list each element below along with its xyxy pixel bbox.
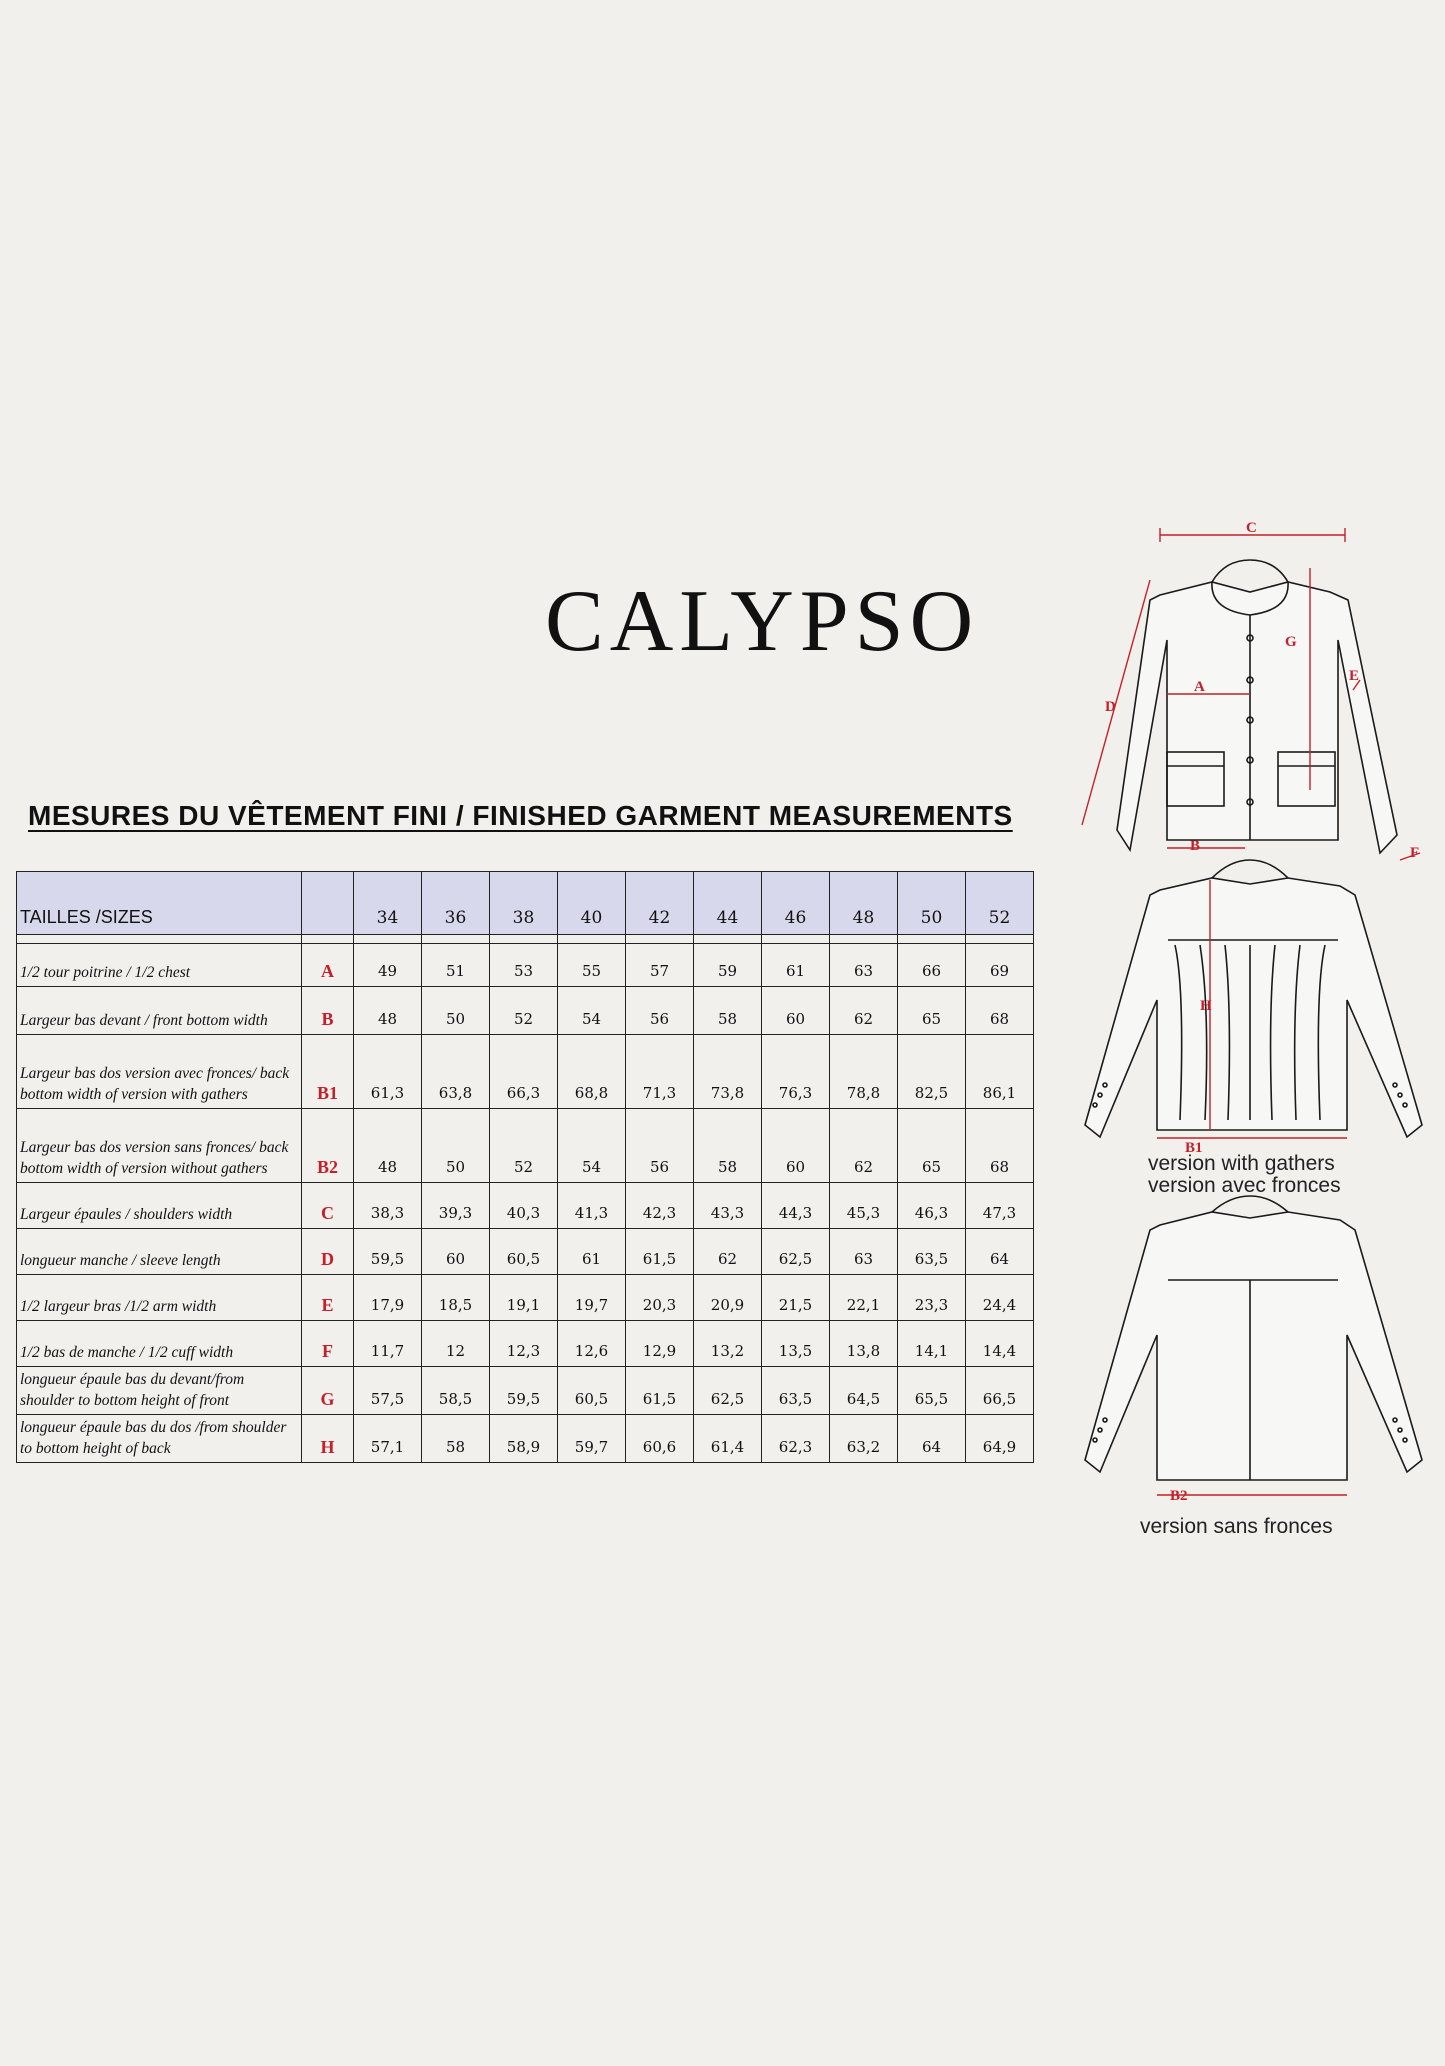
size-header: 44 bbox=[694, 872, 762, 935]
measurement-value: 12 bbox=[422, 1321, 490, 1367]
size-header: 48 bbox=[830, 872, 898, 935]
row-code: E bbox=[302, 1275, 354, 1321]
measurement-value: 61 bbox=[558, 1229, 626, 1275]
measurement-value: 13,8 bbox=[830, 1321, 898, 1367]
measurement-value: 12,3 bbox=[490, 1321, 558, 1367]
measurement-value: 56 bbox=[626, 987, 694, 1035]
table-row bbox=[17, 1321, 1034, 1367]
measurement-value: 19,1 bbox=[490, 1275, 558, 1321]
dim-label-d: D bbox=[1105, 699, 1116, 715]
measurement-value: 59,7 bbox=[558, 1415, 626, 1463]
measurement-value: 60,5 bbox=[490, 1229, 558, 1275]
measurement-value: 64,5 bbox=[830, 1367, 898, 1415]
row-code: B2 bbox=[302, 1109, 354, 1183]
measurement-value: 54 bbox=[558, 1109, 626, 1183]
measurement-value: 22,1 bbox=[830, 1275, 898, 1321]
row-code: F bbox=[302, 1321, 354, 1367]
table-row bbox=[17, 1109, 1034, 1183]
measurement-value: 43,3 bbox=[694, 1183, 762, 1229]
measurement-value: 57 bbox=[626, 944, 694, 987]
measurement-value: 24,4 bbox=[966, 1275, 1034, 1321]
measurement-value: 20,9 bbox=[694, 1275, 762, 1321]
size-header: 46 bbox=[762, 872, 830, 935]
garment-diagrams bbox=[1060, 520, 1440, 1560]
row-label: 1/2 largeur bras /1/2 arm width bbox=[17, 1275, 302, 1321]
measurement-value: 23,3 bbox=[898, 1275, 966, 1321]
row-label: longueur épaule bas du dos /from shoulder to bottom height of back bbox=[17, 1415, 302, 1463]
measurement-value: 66 bbox=[898, 944, 966, 987]
measurement-value: 48 bbox=[354, 1109, 422, 1183]
measurement-value: 62 bbox=[694, 1229, 762, 1275]
measurement-value: 58 bbox=[694, 987, 762, 1035]
measurement-value: 20,3 bbox=[626, 1275, 694, 1321]
table-body bbox=[17, 935, 1034, 1463]
row-code: D bbox=[302, 1229, 354, 1275]
measurement-value: 61,5 bbox=[626, 1367, 694, 1415]
measurement-value: 60 bbox=[762, 987, 830, 1035]
back-gathers-jacket-drawing bbox=[1085, 860, 1422, 1137]
size-header: 42 bbox=[626, 872, 694, 935]
measurement-value: 86,1 bbox=[966, 1035, 1034, 1109]
measurement-value: 58 bbox=[694, 1109, 762, 1183]
measurement-value: 11,7 bbox=[354, 1321, 422, 1367]
dim-label-e: E bbox=[1349, 668, 1360, 684]
measurement-value: 68 bbox=[966, 1109, 1034, 1183]
measurement-value: 62,5 bbox=[762, 1229, 830, 1275]
row-label: Largeur bas dos version sans fronces/ back bottom width of version without gathers bbox=[17, 1109, 302, 1183]
measurement-value: 62,5 bbox=[694, 1367, 762, 1415]
measurement-value: 68 bbox=[966, 987, 1034, 1035]
size-header: 36 bbox=[422, 872, 490, 935]
dim-label-g: G bbox=[1285, 634, 1297, 650]
dim-label-b2: B2 bbox=[1170, 1488, 1188, 1504]
measurement-value: 63,8 bbox=[422, 1035, 490, 1109]
measurement-value: 52 bbox=[490, 987, 558, 1035]
measurement-value: 63,2 bbox=[830, 1415, 898, 1463]
table-header-row bbox=[17, 872, 1034, 935]
dim-label-a: A bbox=[1194, 679, 1205, 695]
measurement-value: 56 bbox=[626, 1109, 694, 1183]
row-code: C bbox=[302, 1183, 354, 1229]
measurement-value: 50 bbox=[422, 987, 490, 1035]
measurement-value: 58,9 bbox=[490, 1415, 558, 1463]
table-row bbox=[17, 1275, 1034, 1321]
measurement-value: 63,5 bbox=[762, 1367, 830, 1415]
dim-label-f: F bbox=[1410, 845, 1420, 861]
size-header: 50 bbox=[898, 872, 966, 935]
measurement-value: 58,5 bbox=[422, 1367, 490, 1415]
caption-gathers-fr: version avec fronces bbox=[1148, 1174, 1341, 1197]
measurement-value: 52 bbox=[490, 1109, 558, 1183]
measurement-value: 13,5 bbox=[762, 1321, 830, 1367]
measurement-value: 65 bbox=[898, 987, 966, 1035]
measurement-value: 14,4 bbox=[966, 1321, 1034, 1367]
size-header: 34 bbox=[354, 872, 422, 935]
table-row bbox=[17, 944, 1034, 987]
measurement-value: 55 bbox=[558, 944, 626, 987]
measurement-value: 64,9 bbox=[966, 1415, 1034, 1463]
measurement-value: 82,5 bbox=[898, 1035, 966, 1109]
measurement-value: 66,3 bbox=[490, 1035, 558, 1109]
measurement-value: 42,3 bbox=[626, 1183, 694, 1229]
measurement-value: 60 bbox=[422, 1229, 490, 1275]
measurement-value: 44,3 bbox=[762, 1183, 830, 1229]
measurement-value: 65,5 bbox=[898, 1367, 966, 1415]
measurement-value: 21,5 bbox=[762, 1275, 830, 1321]
row-label: Largeur bas devant / front bottom width bbox=[17, 987, 302, 1035]
measurement-value: 45,3 bbox=[830, 1183, 898, 1229]
measurement-value: 12,6 bbox=[558, 1321, 626, 1367]
measurement-value: 65 bbox=[898, 1109, 966, 1183]
measurement-value: 19,7 bbox=[558, 1275, 626, 1321]
measurement-value: 61 bbox=[762, 944, 830, 987]
measurement-value: 51 bbox=[422, 944, 490, 987]
measurement-value: 57,5 bbox=[354, 1367, 422, 1415]
row-code: B bbox=[302, 987, 354, 1035]
measurement-value: 47,3 bbox=[966, 1183, 1034, 1229]
measurement-value: 57,1 bbox=[354, 1415, 422, 1463]
table-row bbox=[17, 1229, 1034, 1275]
measurement-value: 62 bbox=[830, 1109, 898, 1183]
measurement-value: 54 bbox=[558, 987, 626, 1035]
size-header: 38 bbox=[490, 872, 558, 935]
measurement-value: 60 bbox=[762, 1109, 830, 1183]
measurement-value: 12,9 bbox=[626, 1321, 694, 1367]
table-row bbox=[17, 1415, 1034, 1463]
measurement-value: 68,8 bbox=[558, 1035, 626, 1109]
measurement-value: 53 bbox=[490, 944, 558, 987]
page-title: CALYPSO bbox=[545, 573, 980, 670]
measurement-value: 78,8 bbox=[830, 1035, 898, 1109]
measurement-value: 62 bbox=[830, 987, 898, 1035]
table-row bbox=[17, 1035, 1034, 1109]
row-label: longueur épaule bas du devant/from shoulder to bottom height of front bbox=[17, 1367, 302, 1415]
measurement-value: 64 bbox=[898, 1415, 966, 1463]
measurement-value: 61,5 bbox=[626, 1229, 694, 1275]
measurement-value: 41,3 bbox=[558, 1183, 626, 1229]
measurement-value: 49 bbox=[354, 944, 422, 987]
measurement-value: 64 bbox=[966, 1229, 1034, 1275]
measurement-table bbox=[16, 871, 1034, 1463]
measurement-value: 13,2 bbox=[694, 1321, 762, 1367]
row-label: longueur manche / sleeve length bbox=[17, 1229, 302, 1275]
measurement-value: 14,1 bbox=[898, 1321, 966, 1367]
table-row bbox=[17, 1367, 1034, 1415]
back-plain-jacket-drawing bbox=[1085, 1196, 1422, 1480]
row-code: H bbox=[302, 1415, 354, 1463]
measurement-value: 71,3 bbox=[626, 1035, 694, 1109]
measurement-value: 59,5 bbox=[490, 1367, 558, 1415]
dim-label-c: C bbox=[1246, 520, 1257, 536]
dim-label-h: H bbox=[1200, 998, 1212, 1014]
measurement-value: 59 bbox=[694, 944, 762, 987]
measurement-value: 38,3 bbox=[354, 1183, 422, 1229]
measurement-value: 40,3 bbox=[490, 1183, 558, 1229]
table-row bbox=[17, 987, 1034, 1035]
row-code: B1 bbox=[302, 1035, 354, 1109]
caption-gathers-en: version with gathers bbox=[1148, 1152, 1335, 1175]
size-header: 52 bbox=[966, 872, 1034, 935]
row-label: 1/2 bas de manche / 1/2 cuff width bbox=[17, 1321, 302, 1367]
measurement-value: 59,5 bbox=[354, 1229, 422, 1275]
table-row bbox=[17, 1183, 1034, 1229]
measurement-value: 60,6 bbox=[626, 1415, 694, 1463]
measurement-value: 73,8 bbox=[694, 1035, 762, 1109]
measurement-value: 61,3 bbox=[354, 1035, 422, 1109]
front-jacket-drawing bbox=[1117, 560, 1397, 853]
size-header: 40 bbox=[558, 872, 626, 935]
measurement-value: 48 bbox=[354, 987, 422, 1035]
measurement-value: 58 bbox=[422, 1415, 490, 1463]
dim-label-b1: B1 bbox=[1185, 1140, 1203, 1156]
measurement-value: 39,3 bbox=[422, 1183, 490, 1229]
measurement-value: 18,5 bbox=[422, 1275, 490, 1321]
measurement-value: 60,5 bbox=[558, 1367, 626, 1415]
row-label: Largeur épaules / shoulders width bbox=[17, 1183, 302, 1229]
measurement-value: 61,4 bbox=[694, 1415, 762, 1463]
measurement-value: 69 bbox=[966, 944, 1034, 987]
measurement-value: 76,3 bbox=[762, 1035, 830, 1109]
dim-label-b: B bbox=[1190, 838, 1201, 854]
row-code: G bbox=[302, 1367, 354, 1415]
measurement-value: 63 bbox=[830, 1229, 898, 1275]
sizes-header: TAILLES /SIZES bbox=[17, 872, 302, 935]
section-heading: MESURES DU VÊTEMENT FINI / FINISHED GARMENT MEASUREMENTS bbox=[28, 800, 1013, 831]
code-header bbox=[302, 872, 354, 935]
measurement-value: 63,5 bbox=[898, 1229, 966, 1275]
measurement-value: 50 bbox=[422, 1109, 490, 1183]
measurement-value: 17,9 bbox=[354, 1275, 422, 1321]
measurement-value: 63 bbox=[830, 944, 898, 987]
row-label: 1/2 tour poitrine / 1/2 chest bbox=[17, 944, 302, 987]
caption-plain: version sans fronces bbox=[1140, 1515, 1333, 1538]
row-code: A bbox=[302, 944, 354, 987]
measurement-value: 62,3 bbox=[762, 1415, 830, 1463]
row-label: Largeur bas dos version avec fronces/ back bottom width of version with gathers bbox=[17, 1035, 302, 1109]
measurement-value: 66,5 bbox=[966, 1367, 1034, 1415]
measurement-value: 46,3 bbox=[898, 1183, 966, 1229]
